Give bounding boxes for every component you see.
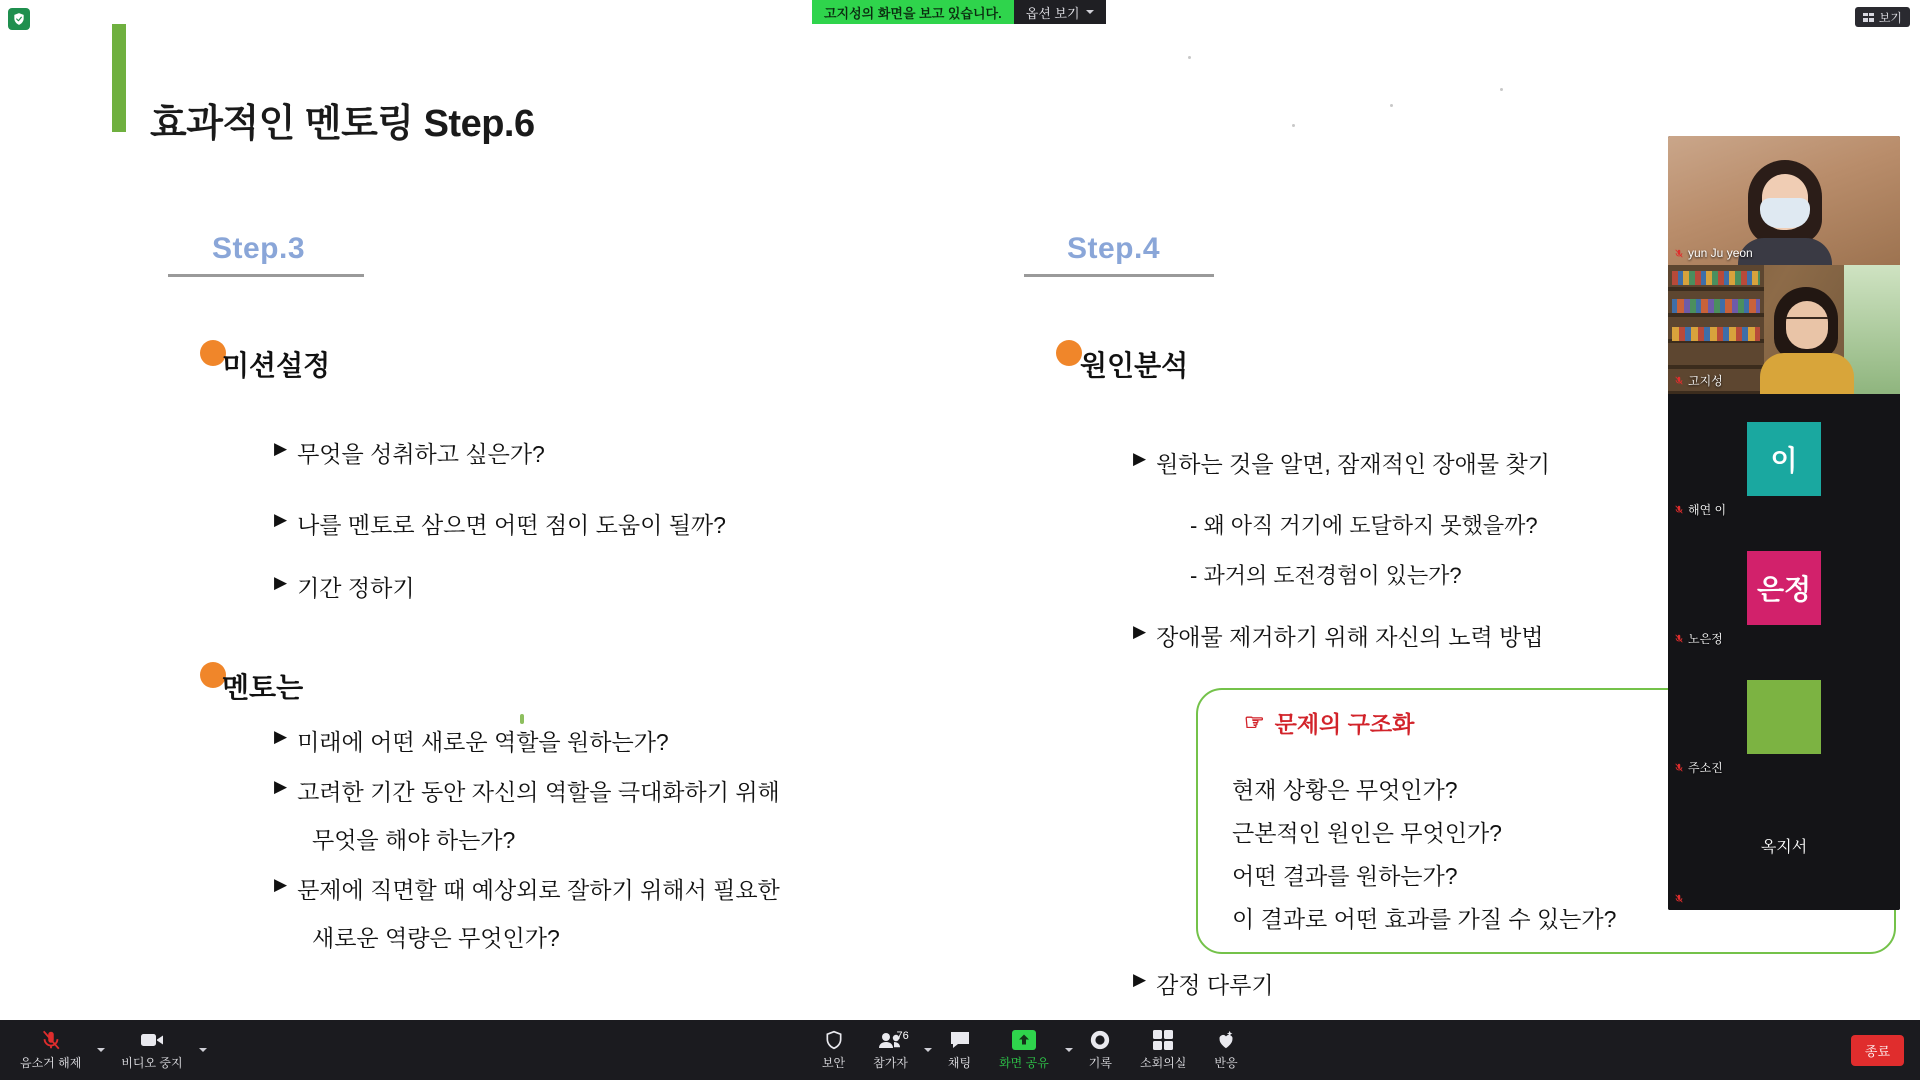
list-item [274,436,545,469]
video-icon [140,1029,164,1051]
participant-name-text: 옥지서 [1760,839,1808,856]
section-title-mission: 미션설정 [222,350,331,381]
security-button[interactable] [808,1020,859,1080]
share-banner-message: 고지성의 화면을 보고 있습니다. [812,0,1014,24]
video-tile-6[interactable] [1668,781,1900,910]
list-item-text: - 왜 아직 거기에 도달하지 못했을까? [1190,513,1538,538]
video-options-chevron[interactable] [197,1020,209,1080]
share-screen-button[interactable] [985,1020,1063,1080]
screen-share-banner [812,0,1106,24]
step-divider-left [168,274,364,277]
chat-button[interactable] [934,1020,985,1080]
shield-icon [824,1029,844,1051]
callout-line: 현재 상황은 무엇인가? [1232,777,1458,803]
participant-name-text: 해연 이 [1688,503,1727,517]
triangle-bullet-icon: ▶ [274,875,288,894]
section-title-cause-analysis: 원인분석 [1080,350,1189,381]
step-label-left: Step.3 [212,232,306,265]
list-item [274,774,780,807]
list-item-text: 나를 멘토로 삼으면 어떤 점이 도움이 될까? [297,512,726,538]
triangle-bullet-icon: ▶ [274,727,288,746]
security-button-label: 보안 [821,1056,846,1070]
list-item-sub [1190,559,1462,590]
list-item-text: 무엇을 성취하고 싶은가? [297,441,545,467]
video-tile-4[interactable] [1668,523,1900,652]
section-title-mentor: 멘토는 [222,672,304,703]
person-thumbnail [1742,160,1828,265]
share-screen-icon [1011,1029,1037,1051]
list-item-sub [1190,509,1538,540]
list-item [274,507,726,540]
video-tile-3[interactable] [1668,394,1900,523]
mic-off-icon [1674,761,1684,774]
record-icon [1089,1029,1111,1051]
section-bullet-icon [1056,340,1082,366]
video-tile-1[interactable] [1668,136,1900,265]
participant-name [1674,630,1723,647]
participant-name [1674,372,1723,389]
participant-name [1674,501,1726,518]
participant-name [1674,246,1753,260]
step-divider-right [1024,274,1214,277]
video-tile-2[interactable] [1668,265,1900,394]
title-accent-bar [112,24,126,132]
callout-title [1244,706,1414,739]
mic-off-icon [1674,503,1684,516]
speck [520,714,524,724]
list-item-continuation: 새로운 역량은 무엇인가? [312,925,560,951]
list-item-text: 장애물 제거하기 위해 자신의 노력 방법 [1156,624,1544,650]
triangle-bullet-icon: ▶ [1133,970,1147,989]
mic-off-icon [1674,892,1684,905]
participant-name-text: 노은정 [1688,632,1723,646]
chat-button-label: 채팅 [947,1056,972,1070]
triangle-bullet-icon: ▶ [274,573,288,592]
list-item-text: 문제에 직면할 때 예상외로 잘하기 위해서 필요한 [297,877,780,903]
participants-count: 76 [896,1030,909,1042]
meeting-toolbar [0,1020,1920,1080]
participants-video-strip[interactable] [1668,136,1900,910]
triangle-bullet-icon: ▶ [1133,622,1147,641]
list-item-text: 기간 정하기 [297,575,415,601]
speck [1188,56,1191,59]
speck [1390,104,1393,107]
list-item [1133,967,1274,1000]
grid-icon [1863,13,1874,22]
reactions-button-label: 반응 [1214,1056,1238,1070]
list-item-text: - 과거의 도전경험이 있는가? [1190,563,1462,588]
list-item-text: 미래에 어떤 새로운 역할을 원하는가? [297,729,669,755]
participant-name [1674,759,1723,776]
mute-button-label: 음소거 해제 [20,1056,82,1070]
triangle-bullet-icon: ▶ [274,510,288,529]
list-item-text: 원하는 것을 알면, 잠재적인 장애물 찾기 [1156,451,1550,477]
view-options-button[interactable] [1014,0,1106,24]
mic-off-icon [1674,374,1684,387]
participants-options-chevron[interactable] [922,1020,934,1080]
participants-button[interactable] [859,1020,922,1080]
record-button-label: 기록 [1088,1056,1112,1070]
share-options-chevron[interactable] [1063,1020,1075,1080]
record-button[interactable] [1075,1020,1126,1080]
speck [1500,88,1503,91]
mic-off-icon [40,1029,62,1051]
list-item [274,570,415,603]
reactions-icon [1215,1029,1237,1051]
view-button-label: 보기 [1878,10,1902,25]
view-options-label: 옵션 보기 [1025,5,1080,21]
list-item [1133,446,1550,479]
avatar: 은정 [1747,551,1821,625]
breakout-rooms-icon [1152,1029,1174,1051]
participant-name-text: yun Ju yeon [1688,246,1753,260]
participants-button-label: 참가자 [873,1056,908,1070]
view-button[interactable] [1855,7,1910,27]
slide-title: 효과적인 멘토링 Step.6 [150,103,535,145]
participant-name-text: 고지성 [1688,374,1723,388]
avatar [1747,680,1821,754]
pointing-hand-icon: ☞ [1244,709,1265,735]
speck [1292,124,1295,127]
video-button[interactable] [107,1020,196,1080]
breakout-rooms-button-label: 소회의실 [1139,1056,1187,1070]
video-button-label: 비디오 중지 [121,1056,183,1070]
mute-button[interactable] [6,1020,95,1080]
callout-line: 근본적인 원인은 무엇인가? [1232,820,1502,846]
share-screen-button-label: 화면 공유 [999,1056,1049,1070]
mic-off-icon [1674,632,1684,645]
list-item [274,724,669,757]
end-meeting-button[interactable]: 종료 [1851,1035,1904,1066]
video-tile-5[interactable] [1668,652,1900,781]
triangle-bullet-icon: ▶ [274,439,288,458]
list-item-text: 감정 다루기 [1156,972,1274,998]
callout-line: 이 결과로 어떤 효과를 가질 수 있는가? [1232,906,1617,932]
mic-off-icon [1674,247,1684,260]
chat-icon [949,1029,971,1051]
triangle-bullet-icon: ▶ [274,777,288,796]
audio-options-chevron[interactable] [95,1020,107,1080]
list-item-continuation: 무엇을 해야 하는가? [312,827,516,853]
avatar: 이 [1747,422,1821,496]
presentation-slide [0,24,1920,1020]
shield-icon[interactable] [8,8,30,30]
callout-title-text: 문제의 구조화 [1274,711,1415,737]
list-item [274,872,780,905]
chevron-down-icon [1086,10,1094,14]
list-item-text: 고려한 기간 동안 자신의 역할을 극대화하기 위해 [297,779,780,805]
list-item [1133,619,1544,652]
step-label-right: Step.4 [1067,232,1161,265]
reactions-button[interactable] [1200,1020,1251,1080]
person-thumbnail [1764,287,1848,394]
triangle-bullet-icon: ▶ [1133,449,1147,468]
breakout-rooms-button[interactable] [1126,1020,1200,1080]
participant-name-text: 주소진 [1688,761,1723,775]
callout-line: 어떤 결과를 원하는가? [1232,863,1458,889]
